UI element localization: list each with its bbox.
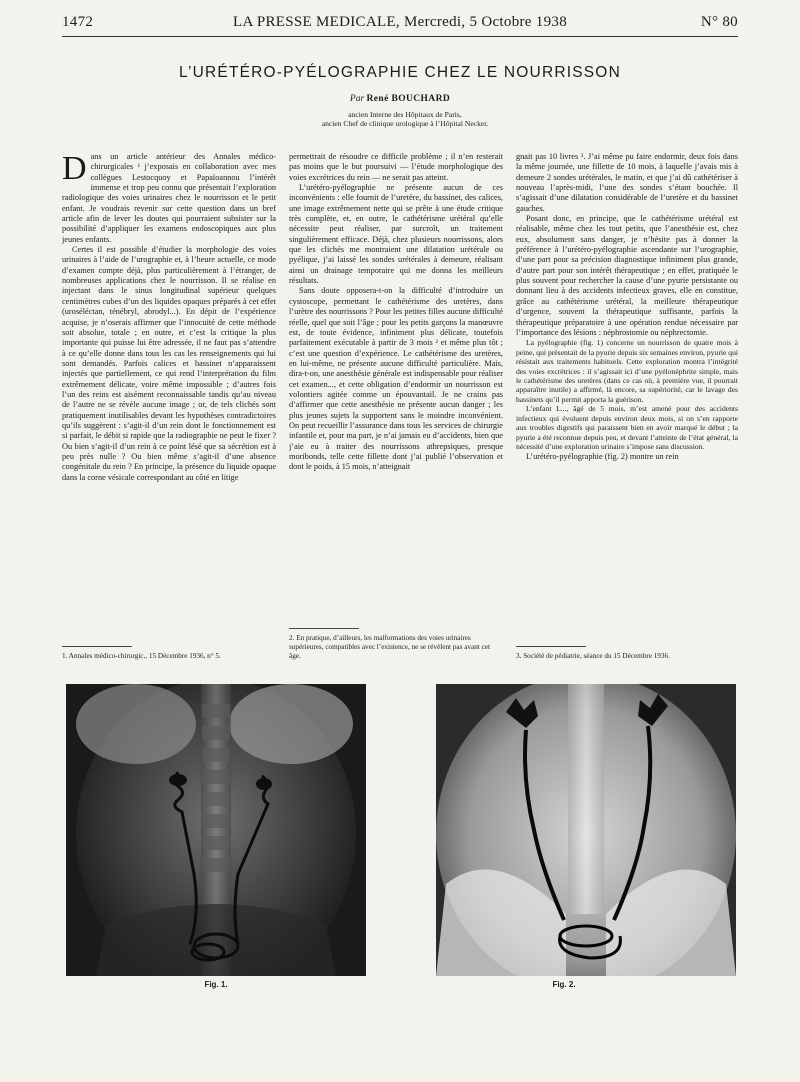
paragraph: gnait pas 10 livres ³. J’ai même pu faire endormir, deux fois dans la même journée, une fillette de 10 mois, à laquelle j’avais mis à demeure 2 sondes urétérales, le matin, et que j’ai dû cathétériser à nouveau l’après-midi, l’une des sondes s’étant bouchée. Il s’agissait d’une dilatation considérable de l’uretère et du bassinet gauches.	[516, 152, 738, 213]
paragraph: Certes il est possible d’étudier la morphologie des voies urinaires à l’aide de l’urographie et, à l’heure actuelle, ce mode d’examen compte déjà, plus particulièrement à l’étranger, de nombreuses applications chez le nourrisson. Il se réalise en injectant dans le sinus longitudinal supérieur quelques centimètres cubes d’un des liquides opaques préparés à cet effet (uroséléctan, ténébryl, abrodyl...). En dépit de l’expérience acquise, je n’oserais affirmer que l’innocuité de cette méthode soit absolue, totale ; en outre, et c’est la critique la plus importante qui puisse lui être adressée, il ne faut pas s’attendre à ce qu’elle donne dans tous les cas les renseignements qui lui sont demandés. Parfois calices et bassinet n’apparaissent injectés que partiellement, ce qui rend l’interprétation du film extrêmement délicate, voire même impossible ; d’autres fois l’un des reins est aisément reconnaissable tandis qu’au niveau de l’autre ne se révèle aucune image ; or, de tels clichés sont pratiquement inutilisables devant les hypothèses contradictoires qu’ils suggèrent : s’agit-il d’un rein dont le fonctionnement est si parfait, le débit si rapide que la radiographie ne peut le fixer ? Ou bien s’agit-il d’un rein à ce point lésé que sa sécrétion est à peu près nulle ? Ou bien même s’agit-il d’une absence congénitale du rein ? En principe, la présence du liquide opaque dans la corne vésicale correspondant au côté en litige	[62, 245, 276, 482]
paragraph: L’urétéro-pyélographie ne présente aucun de ces inconvénients : elle fournit de l’uretère, du bassinet, des calices, une image extrêmement nette qui se prête à une étude critique très complète, et, en outre, le cathétérisme urétéral qu’elle nécessite peut réaliser, par surcroît, un traitement singulièrement efficace. Déjà, chez plusieurs nourrissons, alors que les clichés me montraient une dilatation urétérale ou pyélique, j’ai laissé les sondes urétérales à demeure, réalisant ainsi un drainage temporaire qui me donna les meilleurs résultats.	[289, 183, 503, 286]
footnote-rule	[289, 628, 359, 629]
running-header	[62, 14, 738, 34]
affiliation-line: ancien Interne des Hôpitaux de Paris,	[348, 110, 462, 119]
text-column-3	[516, 152, 738, 637]
drop-cap: D	[62, 152, 87, 187]
text-column-2	[289, 152, 503, 637]
radiograph-image	[66, 684, 366, 976]
left-thorax	[76, 684, 196, 764]
footnote-1: 1. Annales médico-chirurgic., 15 Décembre 1936, n° 5.	[62, 652, 221, 660]
paragraph: Sans doute opposera-t-on la difficulté d’introduire un cystoscope, permettant le cathétérisme des uretères, dans l’urètre des nourrissons ? Pour les petites filles aucune difficulté réelle, quel que soit l’âge ; pour les petits garçons la manœuvre est, de toute évidence, infiniment plus délicate, toutefois parfaitement exécutable à partir de 3 mois ² et même plus tôt ; c’est une question d’expérience. Le cathétérisme des uretères, en lui-même, ne présente aucune difficulté particulière. Mais, dira-t-on, une anesthésie générale est indispensable pour réaliser cet examen..., et cette obligation d’endormir un nourrisson est volontiers agitée comme un épouvantail. Je ne crains pas d’affirmer que cette anesthésie ne présente aucun danger ; les plus jeunes sujets la supportent sans le moindre inconvénient. On peut recueillir l’assurance dans tous les services de chirurgie infantile et, pour ma part, je n’ai jamais eu d’accidents, bien que j’aie eu à traiter des nourrissons athrepsiques, presque moribonds, telle cette fillette dont j’ai publié l’observation et dont le poids, à 15 mois, n’atteignait	[289, 286, 503, 472]
page-number: 1472	[62, 14, 94, 30]
paragraph-text: ans un article antérieur des Annales médico-chirurgicales ¹ j’exposais en collaboration avec mes collègues Lestocquoy et Papaïoannou l’intérêt immense et trop peu connu que présentait l’exploration radiologique des voies urinaires chez le nourrisson et le petit enfant. Je voudrais revenir sur cette question dans un bref article afin de lever les doutes qui pourraient subsister sur la possibilité d’appliquer les examens endoscopiques aux plus jeunes enfants.	[62, 152, 276, 244]
issue-number: N° 80	[700, 14, 738, 30]
article-title: L’URÉTÉRO-PYÉLOGRAPHIE CHEZ LE NOURRISSON	[179, 64, 621, 81]
radiograph-image	[436, 684, 736, 976]
byline-prefix: Par	[349, 94, 365, 104]
footnote-2: 2. En pratique, d’ailleurs, les malformations des voies urinaires supérieures, compatibles avec l’existence, ne se révèlent pas avant cet âge.	[289, 634, 490, 660]
text-column-1	[62, 152, 276, 637]
footnote-rule	[516, 646, 586, 647]
footnote-3: 3. Société de pédiatrie, séance du 15 Décembre 1936.	[516, 652, 670, 660]
byline	[62, 94, 738, 104]
spine	[568, 684, 604, 914]
figure-caption: Fig. 1.	[204, 980, 228, 989]
paragraph	[62, 152, 276, 245]
affiliation-line: ancien Chef de clinique urologique à l’Hôpital Necker.	[321, 119, 489, 128]
header-rule	[62, 36, 738, 37]
figure-2	[436, 684, 736, 989]
paragraph: permettrait de résoudre ce difficile problème ; il n’en resterait pas moins que le but poursuivi — l’étude morphologique des voies excrétrices du rein — ne serait pas atteint.	[289, 152, 503, 182]
journal-title: LA PRESSE MEDICALE, Mercredi, 5 Octobre 1938	[233, 14, 567, 30]
paragraph: L’enfant L..., âgé de 5 mois, m’est amené pour des accidents infectieux qui évoluent depuis environ deux mois, si on s’en rapporte aux troubles digestifs qui paraissent bien en avoir marqué le début ; la pyurie a été reconnue depuis peu, et devant l’atteinte de l’état général, la nécessité d’une exploration urinaire s’impose sans discussion.	[516, 404, 738, 452]
paragraph: L’urétéro-pyélographie (fig. 2) montre un rein	[526, 451, 679, 461]
right-thorax	[229, 684, 353, 764]
paragraph: La pyélographie (fig. 1) concerne un nourrisson de quatre mois à peine, qui présentait de la pyurie depuis six semaines environ, pyurie qui résistait aux traitements habituels. Cette exploration montra l’intégrité des voies excrétrices : il s’agissait ici d’une pyélonéphrite simple, mais le cathétérisme des uretères (dans ce cas où, à première vue, il pourrait apparaître inutile) a affirmé, là encore, sa supériorité, car le lavage des bassinets qu’il permit apporta la guérison.	[516, 338, 738, 404]
author-name: René BOUCHARD	[366, 94, 451, 104]
footnote-rule	[62, 646, 132, 647]
paragraph: Posant donc, en principe, que le cathétérisme urétéral est réalisable, même chez les tout petits, que l’anesthésie est, chez eux, absolument sans danger, je n’hésite pas à donner la préférence à l’urétéro-pyélographie ascendante sur l’urographie, d’une part pour sa précision diagnostique infiniment plus grande, d’autre part pour son intérêt thérapeutique ; en effet, pratiquée le plus souvent pour rechercher la cause d’une pyurie persistante ou donnant lieu à des accidents infectieux graves, elle en constitue, grâce au cathétérisme urétéral, la meilleure thérapeutique d’urgence, souvent la thérapeutique suffisante, parfois la thérapeutique préparatoire à une opération rendue nécessaire par l’importance des lésions : néphrostomie ou néphrectomie.	[516, 214, 738, 337]
author-affiliation	[260, 110, 550, 128]
figure-1	[66, 684, 366, 989]
figure-caption: Fig. 2.	[552, 980, 576, 989]
